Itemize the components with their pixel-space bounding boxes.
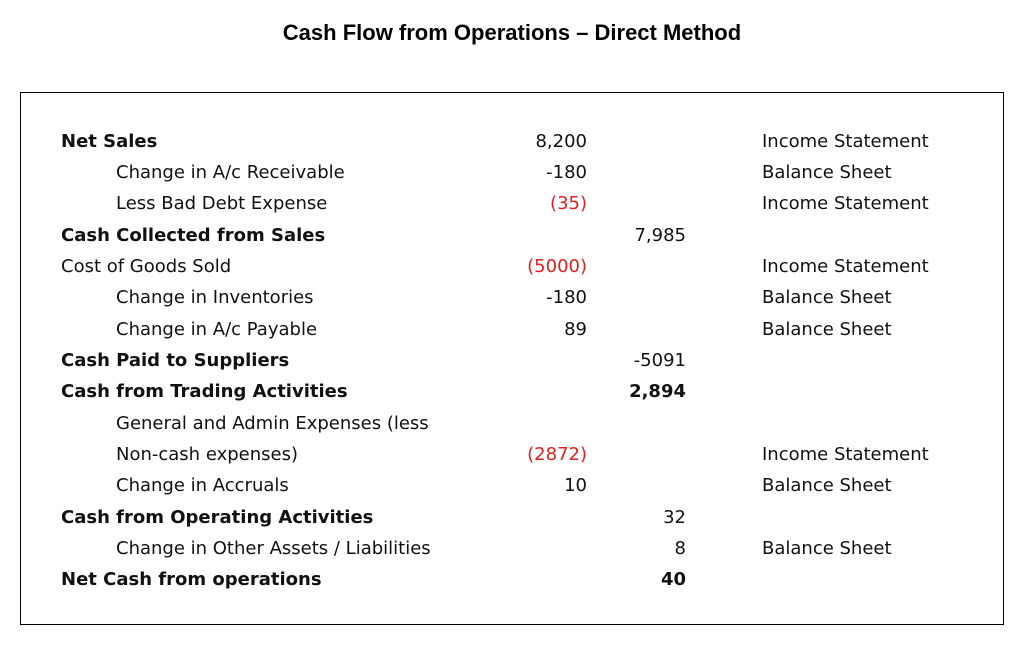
row-label: Net Cash from operations <box>61 569 322 590</box>
row-total: 32 <box>663 507 686 528</box>
row-label: Change in Accruals <box>116 475 289 496</box>
row-label: Cash Collected from Sales <box>61 225 326 246</box>
row-amount: 89 <box>564 319 587 340</box>
row-label: Net Sales <box>61 131 158 152</box>
row-amount: -180 <box>546 162 587 183</box>
row-label: Cost of Goods Sold <box>61 256 232 277</box>
table-row <box>0 533 1024 564</box>
row-label: Change in Other Assets / Liabilities <box>116 538 431 559</box>
row-label: Change in A/c Payable <box>116 319 318 340</box>
row-label: Change in A/c Receivable <box>116 162 345 183</box>
row-amount: (2872) <box>527 444 587 465</box>
row-source: Income Statement <box>762 256 929 277</box>
table-row <box>0 251 1024 282</box>
row-total: -5091 <box>633 350 686 371</box>
row-label: Change in Inventories <box>116 287 314 308</box>
row-label: Cash from Operating Activities <box>61 507 374 528</box>
row-source: Income Statement <box>762 193 929 214</box>
row-source: Balance Sheet <box>762 475 892 496</box>
row-total: 7,985 <box>634 225 686 246</box>
row-source: Income Statement <box>762 131 929 152</box>
row-source: Balance Sheet <box>762 538 892 559</box>
table-row <box>0 564 1024 595</box>
table-row <box>0 282 1024 313</box>
table-row <box>0 314 1024 345</box>
table-row <box>0 376 1024 407</box>
row-source: Balance Sheet <box>762 319 892 340</box>
row-label: Cash Paid to Suppliers <box>61 350 290 371</box>
page-title: Cash Flow from Operations – Direct Method <box>282 20 742 45</box>
row-source: Balance Sheet <box>762 162 892 183</box>
table-row <box>0 220 1024 251</box>
row-amount: 8,200 <box>535 131 587 152</box>
table-row <box>0 502 1024 533</box>
table-row <box>0 470 1024 501</box>
row-label: Less Bad Debt Expense <box>116 193 328 214</box>
row-total: 8 <box>674 538 686 559</box>
row-amount: (5000) <box>527 256 587 277</box>
table-row <box>0 157 1024 188</box>
row-amount: (35) <box>550 193 587 214</box>
row-label: General and Admin Expenses (less <box>116 413 429 434</box>
row-amount: -180 <box>546 287 587 308</box>
table-row <box>0 188 1024 219</box>
row-source: Income Statement <box>762 444 929 465</box>
table-row <box>0 345 1024 376</box>
table-row <box>0 126 1024 157</box>
row-total: 2,894 <box>629 381 686 402</box>
table-row <box>0 439 1024 470</box>
row-source: Balance Sheet <box>762 287 892 308</box>
table-row <box>0 408 1024 439</box>
row-label: Non-cash expenses) <box>116 444 298 465</box>
row-total: 40 <box>660 569 686 590</box>
row-label: Cash from Trading Activities <box>61 381 348 402</box>
row-amount: 10 <box>564 475 587 496</box>
